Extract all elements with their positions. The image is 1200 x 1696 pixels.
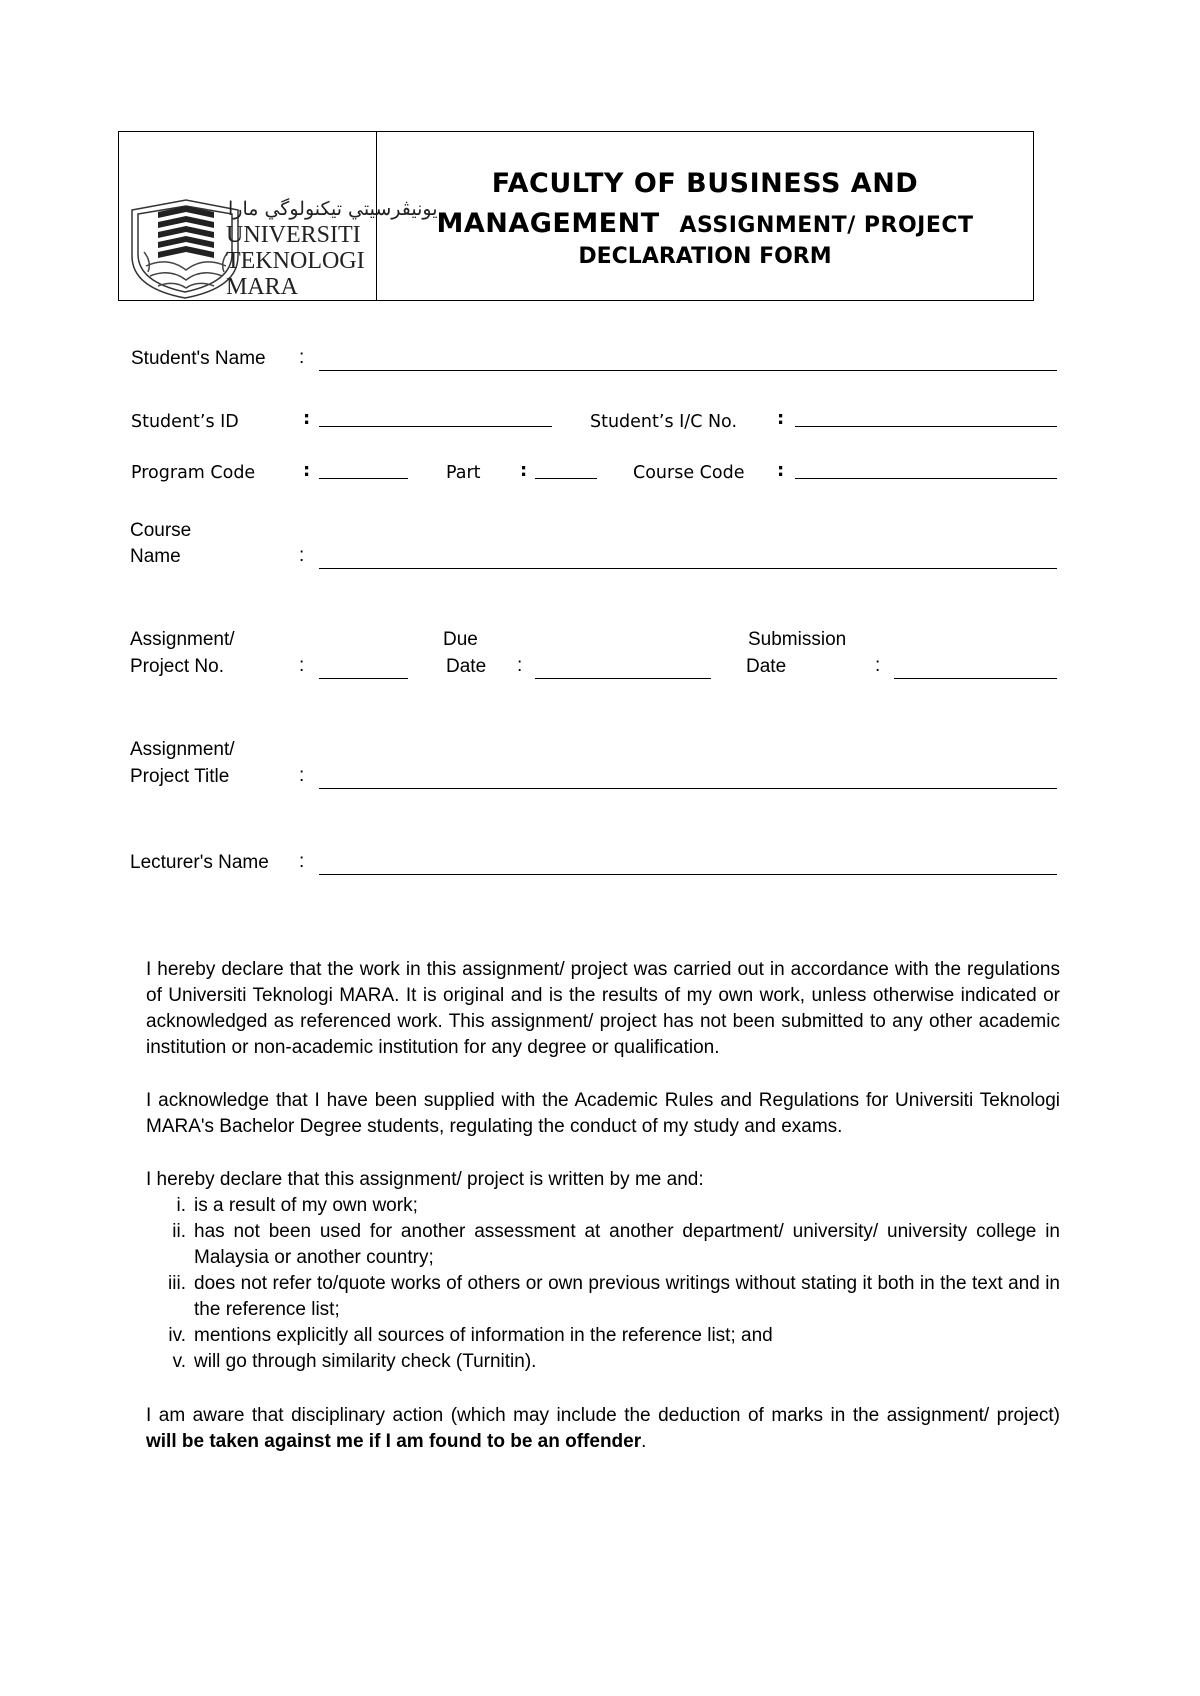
declaration-paragraph-4-text: I am aware that disciplinary action (which may include the deduction of marks in the assignment/ project): [146, 1405, 1060, 1426]
title-management: MANAGEMENT: [436, 208, 660, 239]
logo-line-mara: MARA: [226, 274, 299, 300]
list-item-number: iii.: [168, 1273, 186, 1294]
student-name-field[interactable]: [319, 370, 1057, 371]
student-id-field[interactable]: [319, 426, 552, 427]
declaration-paragraph-2: I acknowledge that I have been supplied with the Academic Rules and Regulations for Universiti Teknologi MARA's Bachelor Degree students, regulating the conduct of my study and exams.: [146, 1090, 1060, 1137]
colon: :: [299, 545, 305, 566]
title-line-3: DECLARATION FORM: [578, 244, 832, 269]
student-ic-field[interactable]: [795, 426, 1057, 427]
course-name-field[interactable]: [319, 568, 1057, 569]
declaration-paragraph-3-intro: I hereby declare that this assignment/ project is written by me and:: [146, 1169, 704, 1190]
course-name-label-1: Course: [130, 520, 192, 541]
course-code-field[interactable]: [795, 478, 1057, 479]
list-item: [146, 1219, 1060, 1271]
assignment-no-label-1: Assignment/: [130, 629, 235, 650]
course-name-label-2: Name: [130, 546, 181, 567]
part-field[interactable]: [535, 478, 597, 479]
title-assignment-project: ASSIGNMENT/ PROJECT: [679, 213, 974, 238]
part-label: Part: [446, 463, 481, 483]
list-item-text: mentions explicitly all sources of information in the reference list; and: [194, 1325, 773, 1346]
declaration-paragraph-4-bold: will be taken against me if I am found to be an offender: [146, 1431, 642, 1452]
declaration-paragraph-1: I hereby declare that the work in this assignment/ project was carried out in accordance with the regulations of Universiti Teknologi MARA. It is original and is the results of my own work, unless otherwise indicated or acknowledged as referenced work. This assignment/ project has not been submitted to any other academic institution or non-academic institution for any degree or qualification.: [146, 959, 1060, 1058]
list-item-text: is a result of my own work;: [194, 1195, 418, 1216]
colon: :: [299, 851, 305, 872]
list-item: [146, 1271, 1060, 1323]
colon: :: [303, 408, 311, 429]
logo-line-teknologi: TEKNOLOGI: [226, 248, 365, 274]
assignment-title-label-1: Assignment/: [130, 739, 235, 760]
program-code-label: Program Code: [131, 463, 256, 483]
title-line-2: [376, 208, 1034, 239]
student-id-label: Student’s ID: [131, 412, 239, 432]
colon: :: [875, 655, 881, 676]
list-item-number: ii.: [172, 1221, 186, 1242]
list-item: [146, 1193, 1060, 1219]
assignment-title-field[interactable]: [319, 788, 1057, 789]
course-code-label: Course Code: [633, 463, 745, 483]
list-item: [146, 1349, 1060, 1375]
logo-wordmark: [226, 222, 365, 300]
colon: :: [777, 408, 785, 429]
due-date-field[interactable]: [535, 678, 711, 679]
colon: :: [777, 460, 785, 481]
assignment-no-label-2: Project No.: [130, 656, 224, 677]
submission-date-label-2: Date: [746, 656, 787, 677]
lecturer-name-field[interactable]: [319, 874, 1057, 875]
colon: :: [517, 655, 523, 676]
lecturer-name-label: Lecturer's Name: [130, 852, 269, 873]
colon: :: [299, 765, 305, 786]
colon: :: [520, 460, 528, 481]
colon: :: [299, 347, 305, 368]
list-item-text: does not refer to/quote works of others or own previous writings without stating it both in the text and in the reference list;: [194, 1273, 1060, 1320]
colon: :: [299, 655, 305, 676]
due-date-label-2: Date: [446, 656, 487, 677]
assignment-title-label-2: Project Title: [130, 766, 230, 787]
student-name-label: Student's Name: [131, 348, 266, 369]
colon: :: [303, 460, 311, 481]
list-item-text: will go through similarity check (Turnitin).: [194, 1351, 537, 1372]
submission-date-field[interactable]: [894, 678, 1057, 679]
logo-script-text: ﯾﻮﻧﯿﭭﺮﺳﯿﺘﻲ ﺗﯿﻜﻨﻮﻟﻮﮔﻲ ﻣﺎرا: [228, 198, 438, 220]
title-line-1: FACULTY OF BUSINESS AND: [491, 168, 919, 199]
list-item-number: i.: [176, 1195, 186, 1216]
declaration-paragraph-4-end: .: [641, 1431, 647, 1452]
list-item-number: iv.: [168, 1325, 186, 1346]
program-code-field[interactable]: [319, 478, 408, 479]
list-item-number: v.: [172, 1351, 186, 1372]
due-date-label-1: Due: [443, 629, 478, 650]
declaration-paragraph-4: [146, 1403, 1060, 1455]
list-item: [146, 1323, 1060, 1349]
student-ic-label: Student’s I/C No.: [590, 412, 738, 432]
assignment-no-field[interactable]: [319, 678, 408, 679]
list-item-text: has not been used for another assessment at another department/ university/ university college in Malaysia or another country;: [194, 1221, 1060, 1268]
submission-date-label-1: Submission: [748, 629, 847, 650]
logo-line-universiti: UNIVERSITI: [226, 222, 361, 248]
